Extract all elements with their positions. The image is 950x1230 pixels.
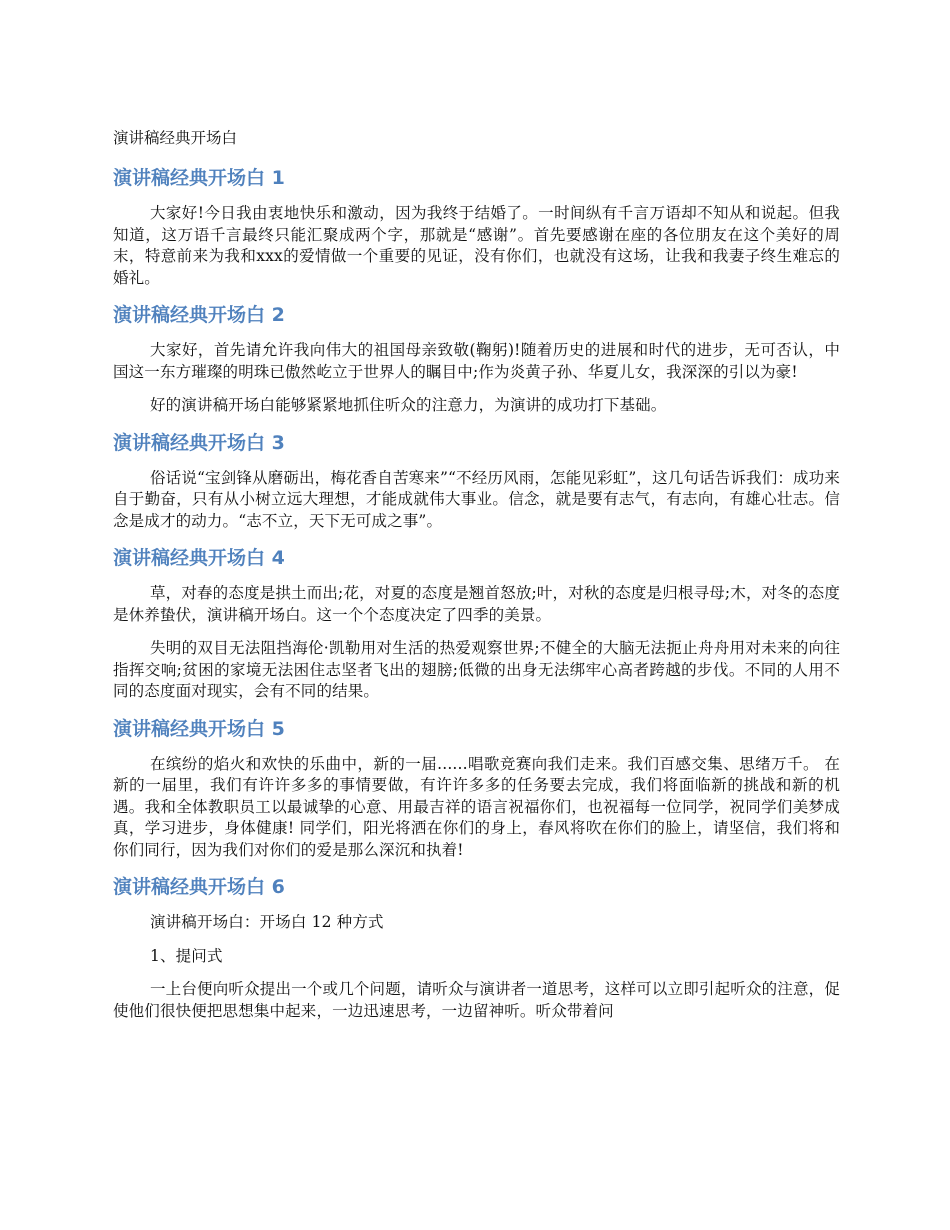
section-2 bbox=[113, 301, 840, 417]
paragraph: 一上台便向听众提出一个或几个问题，请听众与演讲者一道思考，这样可以立即引起听众的注意，促使他们很快便把思想集中起来，一边迅速思考，一边留神听。听众带着问 bbox=[113, 980, 840, 1020]
section-6 bbox=[113, 873, 840, 1022]
section-heading: 演讲稿经典开场白 3 bbox=[113, 431, 285, 454]
section-1 bbox=[113, 164, 840, 289]
paragraph: 草，对春的态度是拱土而出;花，对夏的态度是翘首怒放;叶，对秋的态度是归根寻母;木，对冬的态度是休养蛰伏，演讲稿开场白。这一个个态度决定了四季的美景。 bbox=[113, 584, 840, 624]
section-4 bbox=[113, 544, 840, 703]
section-3 bbox=[113, 429, 840, 533]
document-title: 演讲稿经典开场白 bbox=[113, 129, 238, 147]
paragraph: 俗话说“宝剑锋从磨砺出，梅花香自苦寒来”“不经历风雨，怎能见彩虹”，这几句话告诉我们：成功来自于勤奋，只有从小树立远大理想，才能成就伟大事业。信念，就是要有志气，有志向，有雄心壮志。信念是成才的动力。“志不立，天下无可成之事”。 bbox=[113, 468, 840, 530]
section-heading: 演讲稿经典开场白 1 bbox=[113, 167, 285, 189]
section-heading: 演讲稿经典开场白 5 bbox=[113, 717, 285, 740]
paragraph: 失明的双目无法阻挡海伦·凯勒用对生活的热爱观察世界;不健全的大脑无法扼止舟舟用对未来的向往指挥交响;贫困的家境无法困住志坚者飞出的翅膀;低微的出身无法绑牢心高者跨越的步伐。不同的人用不同的态度面对现实，会有不同的结果。 bbox=[113, 639, 840, 700]
section-5 bbox=[113, 715, 840, 862]
section-heading: 演讲稿经典开场白 2 bbox=[113, 304, 285, 326]
paragraph: 大家好!今日我由衷地快乐和激动，因为我终于结婚了。一时间纵有千言万语却不知从和说起。但我知道，这万语千言最终只能汇聚成两个字，那就是“感谢”。首先要感谢在座的各位朋友在这个美好的周末，特意前来为我和xxx的爱情做一个重要的见证，没有你们，也就没有这场，让我和我妻子终生难忘的婚礼。 bbox=[113, 204, 840, 287]
paragraph: 1、提问式 bbox=[150, 946, 223, 965]
document-body bbox=[113, 164, 840, 1034]
paragraph: 好的演讲稿开场白能够紧紧地抓住听众的注意力，为演讲的成功打下基础。 bbox=[150, 396, 667, 414]
paragraph: 在缤纷的焰火和欢快的乐曲中，新的一届......唱歌竞赛向我们走来。我们百感交集、思绪万千。 在新的一届里，我们有许许多多的事情要做，有许许多多的任务要去完成，我们将面临新的挑战和新的机遇。我和全体教职员工以最诚挚的心意、用最吉祥的语言祝福你们，也祝福每一位同学，祝同学们美梦成真，学习进步，身体健康! 同学们，阳光将洒在你们的身上，春风将吹在你们的脸上，请坚信，我们将和你们同行，因为我们对你们的爱是那么深沉和执着! bbox=[113, 754, 840, 859]
section-heading: 演讲稿经典开场白 4 bbox=[113, 547, 285, 569]
paragraph: 大家好，首先请允许我向伟大的祖国母亲致敬(鞠躬)!随着历史的进展和时代的进步，无可否认，中国这一东方璀璨的明珠已傲然屹立于世界人的瞩目中;作为炎黄子孙、华夏儿女，我深深的引以为豪! bbox=[113, 341, 840, 381]
section-heading: 演讲稿经典开场白 6 bbox=[113, 876, 285, 898]
paragraph: 演讲稿开场白：开场白 12 种方式 bbox=[150, 913, 384, 931]
